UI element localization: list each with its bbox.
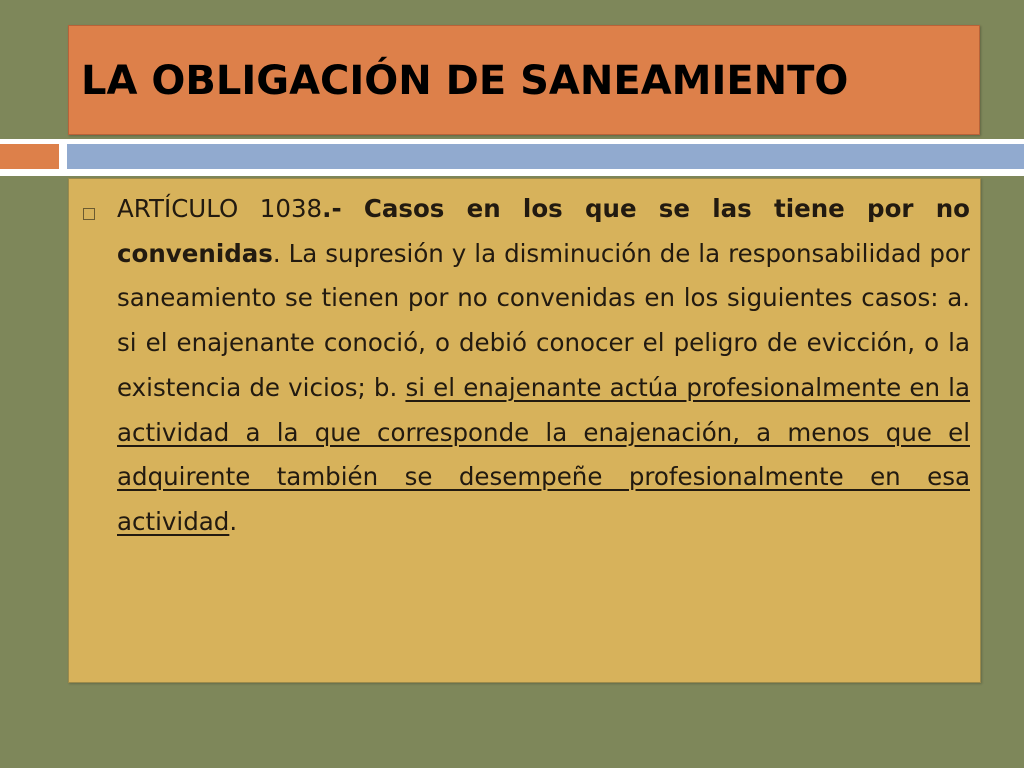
article-paragraph — [117, 187, 970, 545]
article-end-period: . — [229, 506, 238, 536]
article-heading: .- Casos en los que se las tiene por no convenidas — [117, 194, 970, 268]
divider-accent-orange — [0, 144, 59, 169]
divider-accent-blue — [67, 144, 1024, 169]
article-number: ARTÍCULO 1038 — [117, 194, 323, 223]
title-box — [68, 25, 980, 135]
article-underlined-clause: si el enajenante actúa profesionalmente en la actividad a la que corresponde la enajenación, a menos que el adquirente también se desempeñe profesionalmente en esa actividad — [117, 372, 971, 536]
hollow-square-bullet-icon — [83, 208, 95, 220]
article-body: . La supresión y la disminución de la responsabilidad por saneamiento se tienen por no convenidas en los siguientes casos: a. si el enajenante conoció, o debió conocer el peligro de evicción, o la existencia de vicios; b. — [117, 238, 970, 402]
content-box — [68, 178, 981, 683]
slide-title: LA OBLIGACIÓN DE SANEAMIENTO — [81, 58, 849, 104]
